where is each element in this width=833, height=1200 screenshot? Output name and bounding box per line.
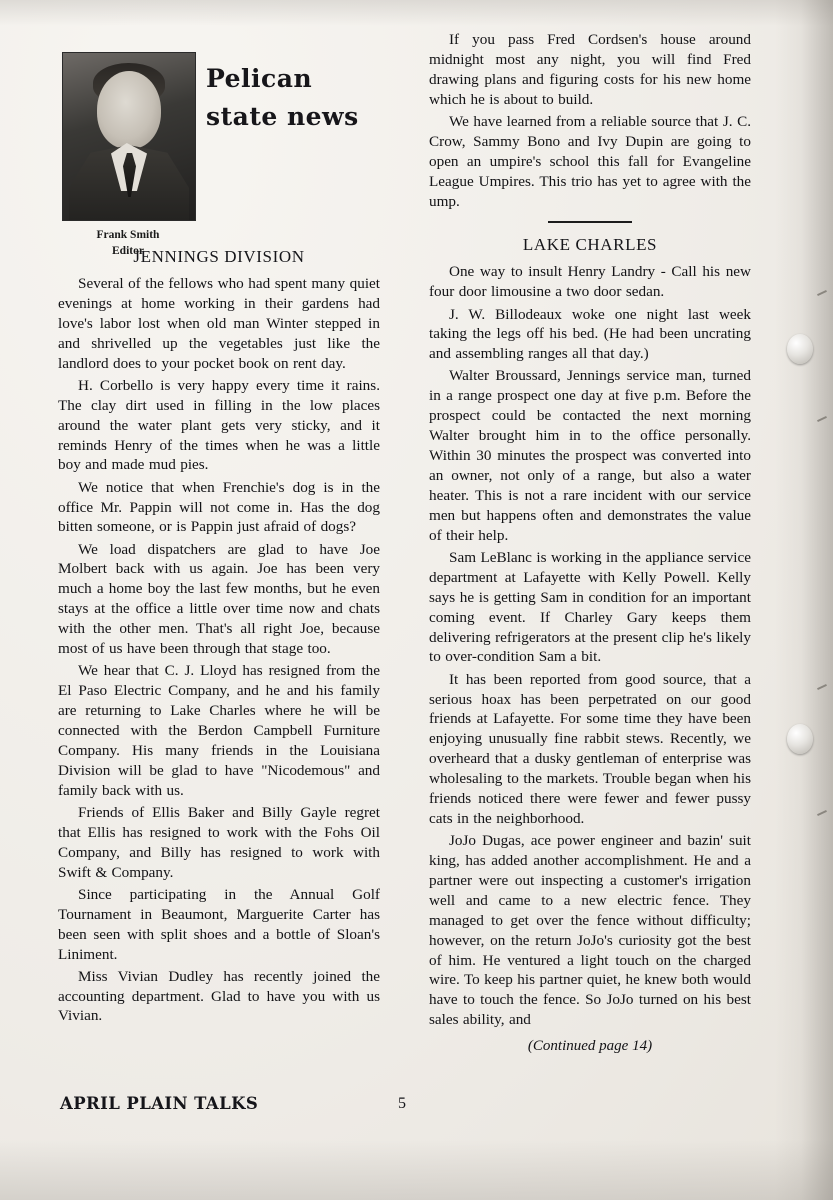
binder-ring-top bbox=[787, 334, 813, 364]
paragraph: We have learned from a reliable source that J. C. Crow, Sammy Bono and Ivy Dupin are going to open an umpire's school this fall for Evangeline League Umpires. This trio has yet to agree with the ump. bbox=[429, 112, 751, 210]
paragraph: Walter Broussard, Jennings service man, turned in a range prospect one day at five p.m. Before the prospect could be contacted the next morning Walter brought him in to the office personally. Within 30 minutes the prospect was converted into an owner, not only of a range, but also a water heater. This is not a rare incident with our service men but happens often and demonstrates the value of their help. bbox=[429, 367, 751, 544]
left-column bbox=[58, 30, 380, 1029]
paragraph: J. W. Billodeaux woke one night last week taking the legs off his bed. (He had been uncrating and assembling ranges all that day.) bbox=[429, 305, 751, 363]
binder-mark-1 bbox=[817, 290, 827, 296]
binder-ring-bottom bbox=[787, 724, 813, 754]
paragraph: One way to insult Henry Landry - Call his new four door limousine a two door sedan. bbox=[429, 263, 751, 301]
section-heading-lake-charles: LAKE CHARLES bbox=[522, 235, 658, 255]
paragraph: We load dispatchers are glad to have Joe Molbert back with us again. Joe has been very much a home boy the last few months, but he even stays at the office a little over time now and chats with the other men. That's all right Joe, because most of us have been through that stage too. bbox=[58, 540, 380, 658]
binder-mark-3 bbox=[817, 684, 827, 690]
editor-name: Frank Smith bbox=[96, 229, 160, 241]
binder-mark-2 bbox=[817, 416, 827, 422]
paragraph: JoJo Dugas, ace power engineer and bazin' suit king, has added another accomplishment. He and a partner were out inspecting a customer's irrigation well and came to a new electric fence. They managed to get over the fence without difficulty; however, on the return JoJo's curiosity got the best of him. He ventured a light touch on the charged wire. To keep his partner quiet, he knew both would have to touch the fence. So JoJo turned on his best sales ability, and bbox=[429, 832, 751, 1029]
page-content bbox=[58, 30, 758, 1150]
editor-credit bbox=[58, 228, 198, 259]
column-title-line-1: Pelican bbox=[206, 64, 313, 93]
paragraph: Since participating in the Annual Golf Tournament in Beaumont, Marguerite Carter has been seen with split shoes and a bottle of Sloan's Liniment. bbox=[58, 885, 380, 963]
page-edge-top-shadow bbox=[0, 0, 833, 26]
paragraph: Miss Vivian Dudley has recently joined the accounting department. Glad to have you with us Vivian. bbox=[58, 967, 380, 1025]
paragraph: We notice that when Frenchie's dog is in the office Mr. Pappin will not come in. Has the dog bitten someone, or is Pappin just afraid of dogs? bbox=[58, 478, 380, 536]
paragraph: Friends of Ellis Baker and Billy Gayle regret that Ellis has resigned to work with the Fohs Oil Company, and Billy has resigned to work with Swift & Company. bbox=[58, 803, 380, 881]
paragraph: If you pass Fred Cordsen's house around midnight most any night, you will find Fred drawing plans and figuring costs for his new home which he is about to build. bbox=[429, 31, 751, 108]
section-divider-rule bbox=[548, 221, 632, 223]
binder-mark-4 bbox=[817, 810, 827, 816]
paragraph: We hear that C. J. Lloyd has resigned from the El Paso Electric Company, and he and his family are returning to Lake Charles where he will be connected with the Berdon Campbell Furniture Company. His many friends in the Louisiana Division will be glad to have "Nicodemous" and family back with us. bbox=[58, 662, 380, 799]
editor-role: Editor bbox=[112, 244, 144, 257]
page-footer bbox=[58, 1094, 758, 1118]
column-title-line-2: state news bbox=[206, 101, 359, 131]
paragraph: It has been reported from good source, that a serious hoax has been perpetrated on our good friends at Lafayette. For some time they have been enjoying unusually fine rabbit stews. Recently, we overheard that a dusky gentleman of enterprise was wholesaling to the markets. Trouble began when his friends noticed there were fewer and fewer pussy cats in the neighborhood. bbox=[429, 670, 751, 827]
footer-page-number: 5 bbox=[398, 1095, 406, 1112]
column-title bbox=[206, 60, 386, 135]
portrait-face bbox=[97, 71, 161, 149]
paragraph: H. Corbello is very happy every time it rains. The clay dirt used in filling in the low places around the water plant gets very sticky, and it reminds Henry of the times when he was a little boy and made mud pies. bbox=[58, 376, 380, 474]
paragraph: Sam LeBlanc is working in the appliance service department at Lafayette with Kelly Powell. Kelly says he is getting Sam in condition for an important coming event. If Charley Gary keeps them delivering refrigerators at the present clip he's likely to over-condition Sam a bit. bbox=[429, 548, 751, 666]
continued-note: (Continued page 14) bbox=[527, 1038, 653, 1055]
footer-publication-title: APRIL PLAIN TALKS bbox=[60, 1094, 259, 1113]
section-heading-jennings: JENNINGS DIVISION bbox=[133, 247, 305, 266]
editor-portrait-photo bbox=[62, 52, 196, 221]
paragraph: Several of the fellows who had spent many quiet evenings at home working in their gardens had love's labor lost when old man Winter stepped in and shrivelled up the vegetables just like the landlord does to your pocket book on rent day. bbox=[58, 275, 380, 372]
page-edge-right-shadow bbox=[775, 0, 833, 1200]
right-column bbox=[429, 30, 751, 1055]
